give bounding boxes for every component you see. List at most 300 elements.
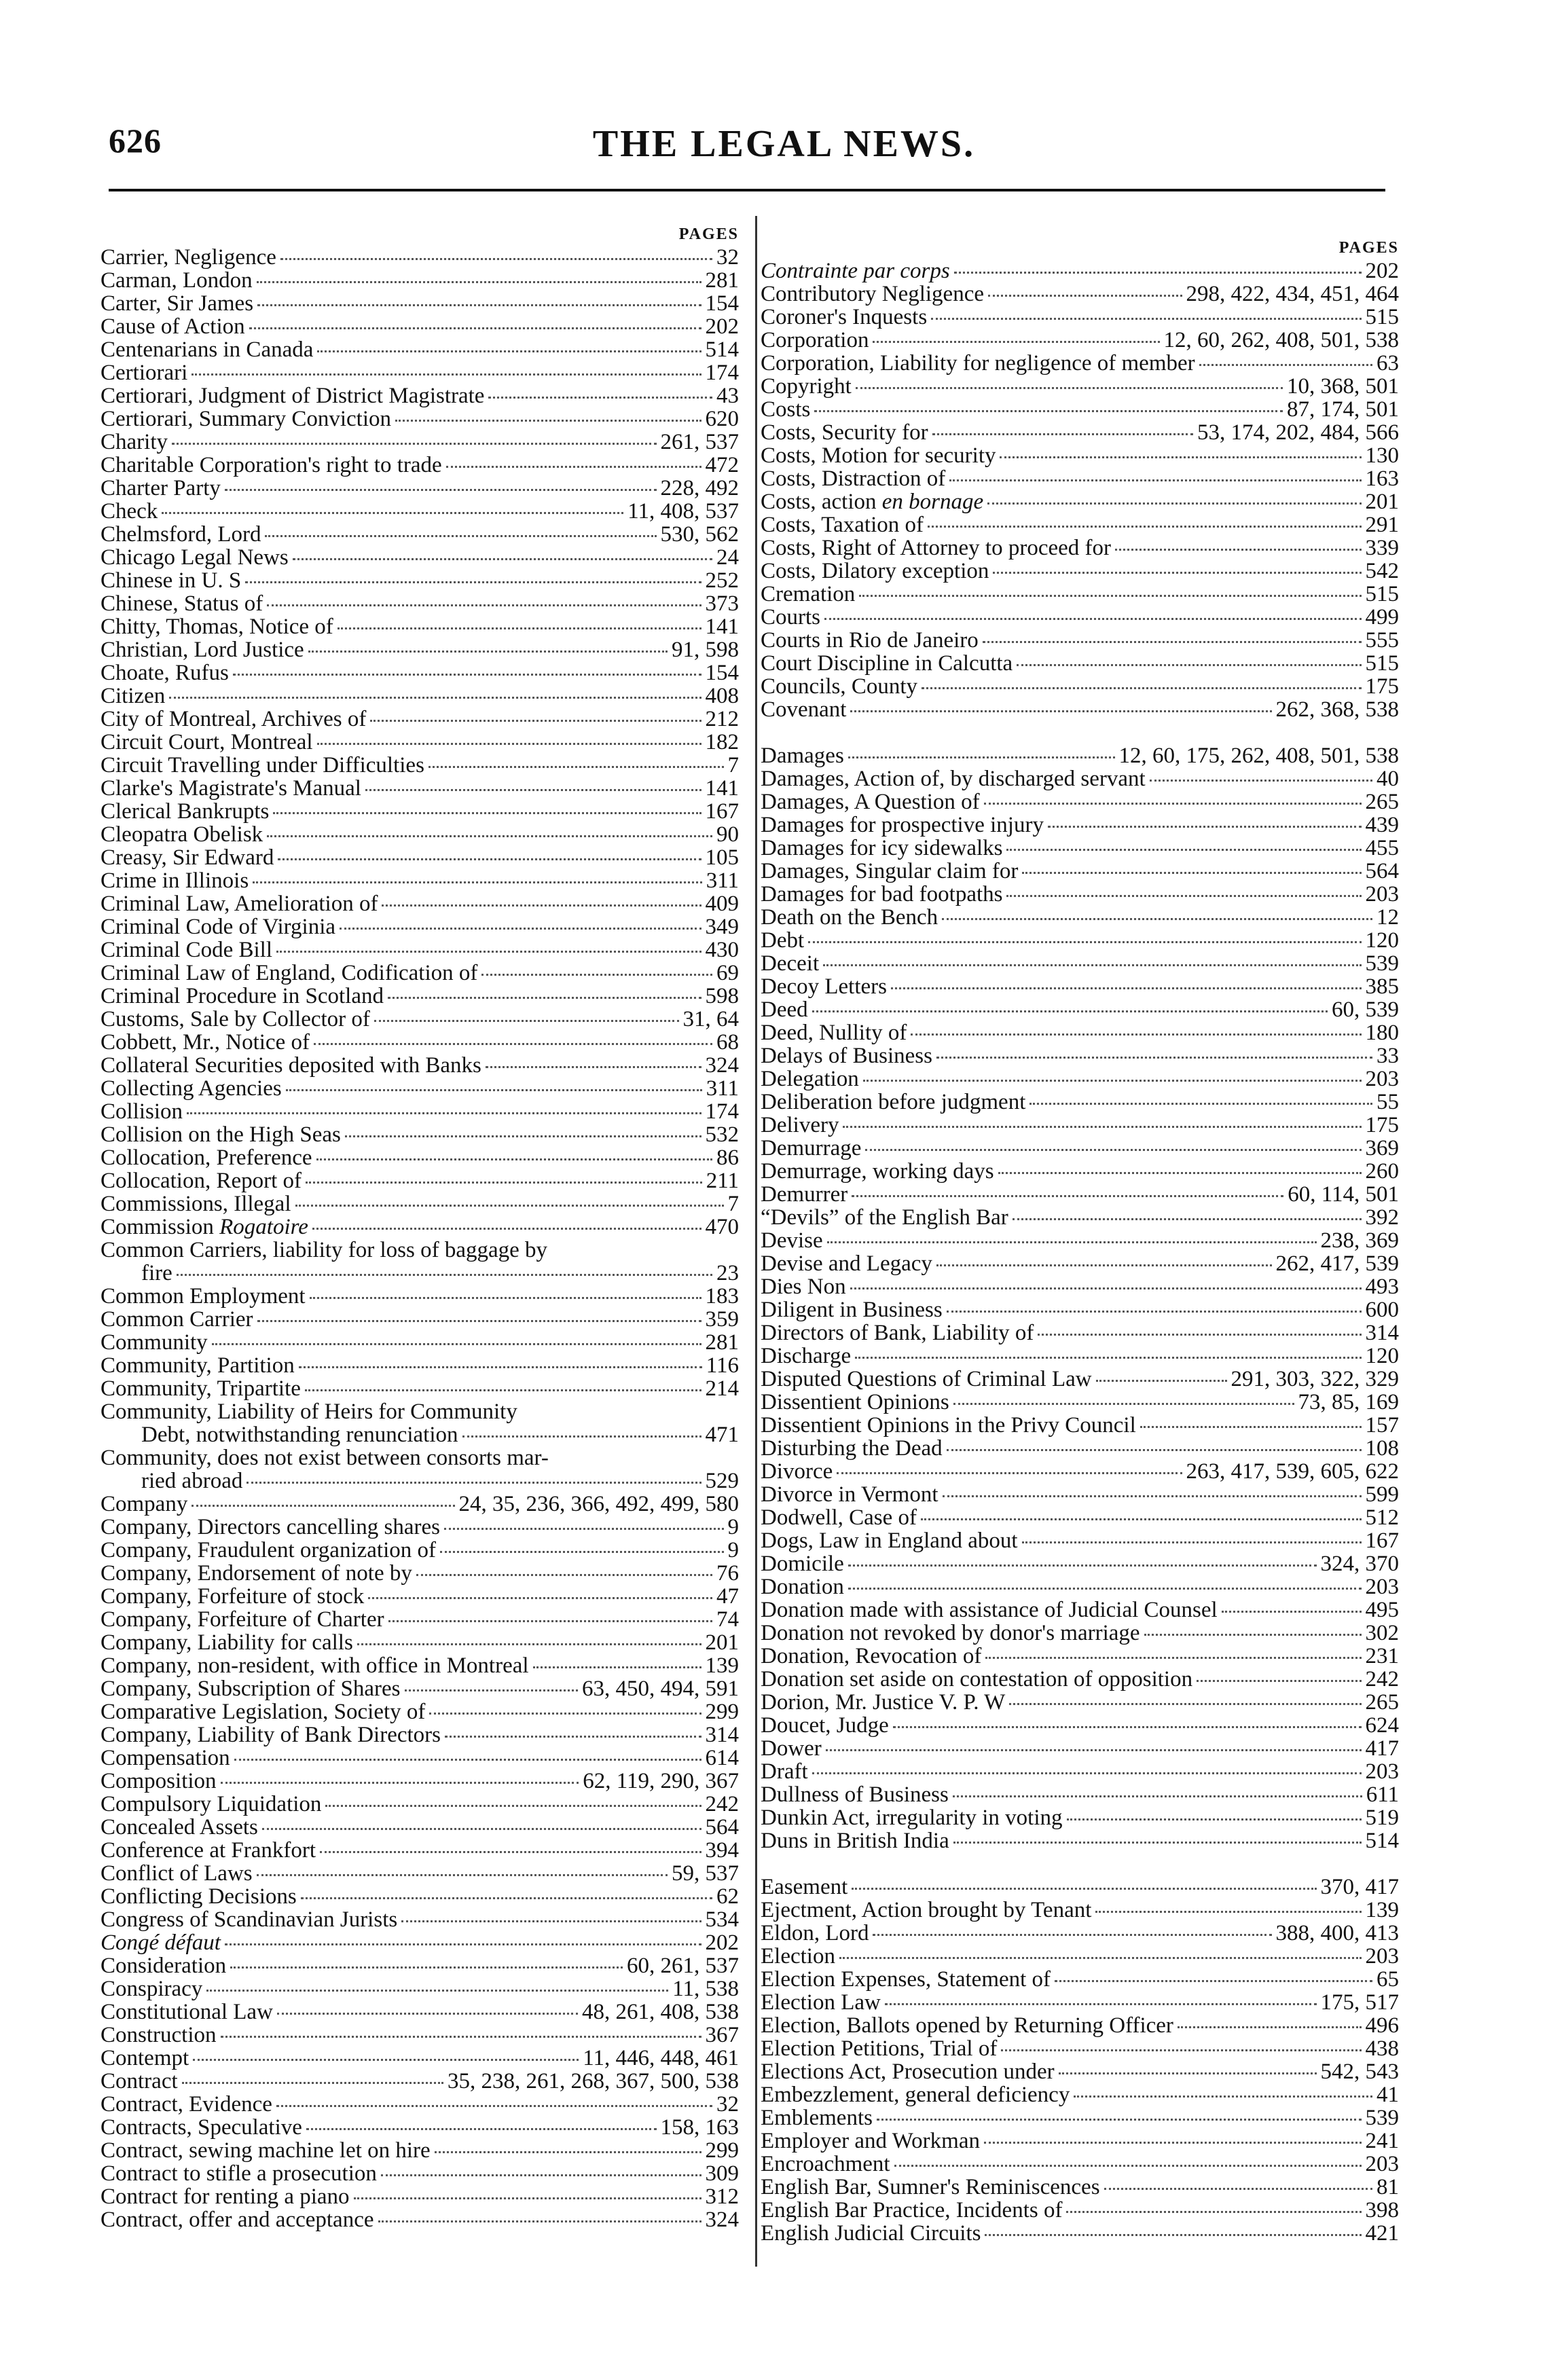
index-term: Dissentient Opinions in the Privy Council bbox=[761, 1413, 1136, 1438]
index-entry bbox=[101, 1654, 739, 1677]
index-entry bbox=[101, 1931, 739, 1954]
dot-leader bbox=[405, 1689, 579, 1691]
page-references: 263, 417, 539, 605, 622 bbox=[1186, 1459, 1399, 1484]
page-references: 33 bbox=[1376, 1044, 1399, 1068]
index-term: Corporation bbox=[761, 328, 869, 352]
page-references: 539 bbox=[1365, 951, 1399, 976]
index-entry bbox=[761, 1321, 1399, 1344]
page-references: 214 bbox=[705, 1376, 739, 1401]
page-references: 512 bbox=[1365, 1505, 1399, 1530]
index-term: Circuit Court, Montreal bbox=[101, 730, 313, 754]
index-term: Dunkin Act, irregularity in voting bbox=[761, 1806, 1063, 1830]
index-entry bbox=[761, 1575, 1399, 1598]
index-term: Damages bbox=[761, 744, 844, 768]
page-references: 499 bbox=[1365, 605, 1399, 629]
index-term: Costs bbox=[761, 397, 811, 422]
dot-leader bbox=[345, 1135, 701, 1137]
page-references: 385 bbox=[1365, 974, 1399, 999]
index-term: Dower bbox=[761, 1736, 822, 1761]
index-term: Contract, offer and acceptance bbox=[101, 2208, 374, 2232]
dot-leader bbox=[826, 1749, 1362, 1751]
page-references: 231 bbox=[1365, 1644, 1399, 1668]
dot-leader bbox=[1066, 2211, 1361, 2213]
index-term: Election, Ballots opened by Returning Officer bbox=[761, 2013, 1173, 2038]
index-entry bbox=[101, 1723, 739, 1746]
page-references: 81 bbox=[1376, 2175, 1399, 2199]
page-references: 120 bbox=[1365, 928, 1399, 953]
index-term: Dodwell, Case of bbox=[761, 1505, 917, 1530]
page-references: 624 bbox=[1365, 1713, 1399, 1738]
index-term: Delays of Business bbox=[761, 1044, 932, 1068]
index-term: Collocation, Report of bbox=[101, 1169, 302, 1193]
index-term: Councils, County bbox=[761, 674, 918, 699]
index-entry bbox=[761, 1160, 1399, 1183]
page-references: 203 bbox=[1365, 1575, 1399, 1599]
index-entry bbox=[101, 1677, 739, 1700]
page-references: 314 bbox=[705, 1723, 739, 1747]
page-references: 620 bbox=[705, 407, 739, 431]
page-references: 35, 238, 261, 268, 367, 500, 538 bbox=[448, 2069, 739, 2093]
index-entry bbox=[101, 1123, 739, 1146]
index-entry bbox=[101, 1816, 739, 1839]
pages-heading: PAGES bbox=[678, 225, 739, 243]
index-entry bbox=[101, 1631, 739, 1654]
dot-leader bbox=[233, 674, 701, 676]
page-references: 238, 369 bbox=[1320, 1228, 1399, 1253]
dot-leader bbox=[262, 1828, 701, 1830]
page-references: 252 bbox=[705, 568, 739, 593]
index-entry bbox=[761, 1391, 1399, 1414]
page-references: 183 bbox=[705, 1284, 739, 1308]
dot-leader bbox=[928, 526, 1362, 528]
page-references: 203 bbox=[1365, 1067, 1399, 1091]
index-term: Charity bbox=[101, 430, 168, 454]
index-entry bbox=[101, 2024, 739, 2047]
index-term: Criminal Procedure in Scotland bbox=[101, 984, 384, 1008]
page-references: 421 bbox=[1365, 2221, 1399, 2246]
dot-leader bbox=[1144, 1634, 1362, 1636]
index-entry bbox=[761, 767, 1399, 790]
dot-leader bbox=[936, 1057, 1372, 1059]
index-entry bbox=[101, 523, 739, 546]
index-entry bbox=[101, 2139, 739, 2162]
index-term: Dissentient Opinions bbox=[761, 1390, 949, 1414]
index-entry bbox=[101, 2093, 739, 2116]
page-references: 496 bbox=[1365, 2013, 1399, 2038]
page-references: 515 bbox=[1365, 305, 1399, 329]
dot-leader bbox=[247, 1482, 701, 1484]
index-term: Cremation bbox=[761, 582, 856, 606]
dot-leader bbox=[306, 1182, 702, 1184]
page-references: 598 bbox=[705, 984, 739, 1008]
dot-leader bbox=[273, 812, 701, 814]
dot-leader bbox=[462, 1435, 701, 1438]
index-entry bbox=[761, 1067, 1399, 1091]
index-term: Damages for icy sidewalks bbox=[761, 836, 1003, 860]
page-references: 324, 370 bbox=[1320, 1552, 1399, 1576]
dot-leader bbox=[265, 535, 656, 537]
index-term: Community bbox=[101, 1330, 208, 1355]
dot-leader bbox=[317, 743, 701, 745]
index-entry bbox=[101, 1031, 739, 1054]
index-term: Doucet, Judge bbox=[761, 1713, 889, 1738]
index-entry bbox=[101, 1516, 739, 1539]
page-references: 392 bbox=[1365, 1205, 1399, 1230]
page-references: 261, 537 bbox=[660, 430, 739, 454]
dot-leader bbox=[839, 1957, 1362, 1959]
index-entry bbox=[101, 1146, 739, 1169]
index-entry bbox=[101, 1331, 739, 1354]
page-references: 24 bbox=[716, 545, 739, 570]
dot-leader bbox=[987, 502, 1361, 505]
dot-leader bbox=[212, 1343, 701, 1345]
dot-leader bbox=[998, 1172, 1362, 1174]
index-term: Deceit bbox=[761, 951, 820, 976]
index-term: Charter Party bbox=[101, 476, 221, 500]
page-references: 299 bbox=[705, 2138, 739, 2163]
page-references: 23 bbox=[716, 1261, 739, 1285]
index-term: Collecting Agencies bbox=[101, 1076, 282, 1101]
dot-leader bbox=[848, 1564, 1317, 1567]
index-term: Clarke's Magistrate's Manual bbox=[101, 776, 361, 801]
dot-leader bbox=[276, 951, 701, 953]
index-term: Coroner's Inquests bbox=[761, 305, 928, 329]
dot-leader bbox=[812, 1772, 1362, 1774]
page-references: 12, 60, 262, 408, 501, 538 bbox=[1163, 328, 1399, 352]
index-entry bbox=[761, 490, 1399, 513]
index-entry bbox=[761, 1114, 1399, 1137]
dot-leader bbox=[368, 1597, 712, 1599]
dot-leader bbox=[429, 1713, 701, 1715]
index-term: Damages, A Question of bbox=[761, 790, 980, 814]
index-term: Cobbett, Mr., Notice of bbox=[101, 1030, 310, 1055]
index-term: Constitutional Law bbox=[101, 2000, 273, 2024]
dot-leader bbox=[1009, 1703, 1361, 1705]
dot-leader bbox=[1006, 895, 1361, 897]
dot-leader bbox=[446, 466, 701, 468]
index-entry bbox=[101, 661, 739, 684]
index-term: Contempt bbox=[101, 2046, 189, 2070]
page-references: 339 bbox=[1365, 536, 1399, 560]
dot-leader bbox=[257, 1874, 668, 1876]
dot-leader bbox=[953, 1842, 1362, 1844]
page-references: 324 bbox=[705, 2208, 739, 2232]
dot-leader bbox=[823, 964, 1361, 966]
dot-leader bbox=[395, 420, 701, 422]
index-entry bbox=[101, 546, 739, 569]
index-term: Collocation, Preference bbox=[101, 1146, 312, 1170]
page-references: 63, 450, 494, 591 bbox=[582, 1677, 739, 1701]
index-entry bbox=[761, 2106, 1399, 2129]
index-entry bbox=[101, 2047, 739, 2070]
dot-leader bbox=[1000, 456, 1361, 458]
index-entry bbox=[761, 1760, 1399, 1783]
index-entry bbox=[761, 352, 1399, 375]
index-column-right bbox=[761, 223, 1399, 2245]
index-entry bbox=[761, 1991, 1399, 2014]
index-term: Citizen bbox=[101, 684, 166, 708]
page-references: 11, 408, 537 bbox=[627, 499, 739, 524]
index-term: Costs, action en bornage bbox=[761, 490, 984, 514]
index-term: Discharge bbox=[761, 1344, 852, 1368]
index-entry bbox=[101, 1908, 739, 1931]
dot-leader bbox=[249, 327, 701, 329]
index-term: Criminal Law of England, Codification of bbox=[101, 961, 478, 985]
page-references: 471 bbox=[705, 1423, 739, 1447]
dot-leader bbox=[827, 1241, 1317, 1243]
page-references: 302 bbox=[1365, 1621, 1399, 1645]
index-entry bbox=[101, 1608, 739, 1631]
dot-leader bbox=[182, 2082, 443, 2084]
index-term: Courts in Rio de Janeiro bbox=[761, 628, 979, 653]
page-references: 139 bbox=[705, 1653, 739, 1678]
index-entry bbox=[101, 1400, 739, 1423]
index-entry bbox=[761, 813, 1399, 837]
index-entry-continuation bbox=[101, 1262, 739, 1285]
index-term: Collision bbox=[101, 1099, 183, 1124]
index-entry bbox=[761, 652, 1399, 675]
page-references: 203 bbox=[1365, 1944, 1399, 1969]
page-references: 91, 598 bbox=[672, 638, 739, 662]
index-term: Collision on the High Seas bbox=[101, 1122, 341, 1147]
page-references: 201 bbox=[705, 1630, 739, 1655]
index-entry bbox=[761, 2037, 1399, 2060]
index-entry bbox=[761, 259, 1399, 282]
index-term: Contracts, Speculative bbox=[101, 2115, 302, 2140]
page-references: 394 bbox=[705, 1838, 739, 1863]
page-references: 59, 537 bbox=[672, 1861, 739, 1886]
page-references: 141 bbox=[705, 776, 739, 801]
page-references: 202 bbox=[1365, 259, 1399, 283]
index-term: Devise bbox=[761, 1228, 823, 1253]
index-term: Employer and Workman bbox=[761, 2129, 980, 2153]
dot-leader bbox=[848, 1588, 1362, 1590]
page-references: 349 bbox=[705, 915, 739, 939]
index-entry bbox=[101, 1008, 739, 1031]
page-references: 311 bbox=[706, 868, 739, 893]
page-references: 11, 538 bbox=[672, 1977, 739, 2001]
page-references: 174 bbox=[705, 1099, 739, 1124]
dot-leader bbox=[444, 1528, 723, 1530]
index-entry bbox=[101, 938, 739, 962]
index-entry bbox=[101, 454, 739, 477]
index-entry bbox=[761, 2176, 1399, 2199]
index-term: Carrier, Negligence bbox=[101, 245, 276, 270]
index-term: Donation, Revocation of bbox=[761, 1644, 982, 1668]
index-entry bbox=[101, 1100, 739, 1123]
index-entry bbox=[101, 384, 739, 407]
page-references: 409 bbox=[705, 892, 739, 916]
page-references: 312 bbox=[705, 2184, 739, 2209]
index-term: Draft bbox=[761, 1759, 808, 1784]
dot-leader bbox=[931, 318, 1361, 320]
index-term: Commission Rogatoire bbox=[101, 1215, 308, 1239]
index-term: Certiorari, Judgment of District Magistrate bbox=[101, 384, 485, 408]
dot-leader bbox=[1150, 780, 1372, 782]
dot-leader bbox=[280, 258, 712, 260]
index-term: Criminal Law, Amelioration of bbox=[101, 892, 378, 916]
index-entry bbox=[761, 1668, 1399, 1691]
page-references: 470 bbox=[705, 1215, 739, 1239]
page-references: 555 bbox=[1365, 628, 1399, 653]
page-references: 60, 114, 501 bbox=[1288, 1182, 1399, 1207]
page-references: 74 bbox=[716, 1607, 739, 1632]
dot-leader bbox=[873, 341, 1159, 343]
index-term: Compensation bbox=[101, 1746, 230, 1770]
dot-leader bbox=[1115, 549, 1361, 551]
index-entry bbox=[761, 1183, 1399, 1206]
index-entry bbox=[761, 675, 1399, 698]
dot-leader bbox=[848, 756, 1115, 758]
journal-title: THE LEGAL NEWS. bbox=[592, 123, 976, 165]
index-term: Contract to stifle a prosecution bbox=[101, 2161, 377, 2186]
index-term: Courts bbox=[761, 605, 821, 629]
dot-leader bbox=[416, 1574, 712, 1576]
dot-leader bbox=[824, 618, 1361, 620]
page-references: 408 bbox=[705, 684, 739, 708]
dot-leader bbox=[852, 1195, 1283, 1197]
index-entry bbox=[101, 1192, 739, 1215]
dot-leader bbox=[1059, 2072, 1317, 2074]
page-references: 455 bbox=[1365, 836, 1399, 860]
dot-leader bbox=[1074, 2095, 1372, 2098]
index-term: Congé défaut bbox=[101, 1930, 221, 1955]
index-entry bbox=[101, 2185, 739, 2208]
dot-leader bbox=[922, 687, 1361, 689]
page-references: 291 bbox=[1365, 513, 1399, 537]
page-references: 116 bbox=[706, 1353, 739, 1378]
index-term: Customs, Sale by Collector of bbox=[101, 1007, 370, 1031]
page-references: 60, 539 bbox=[1332, 998, 1399, 1022]
dot-leader bbox=[1199, 364, 1372, 366]
index-term: Death on the Bench bbox=[761, 905, 938, 930]
index-entry bbox=[101, 1169, 739, 1192]
index-entry bbox=[101, 2070, 739, 2093]
index-term: Company, Forfeiture of Charter bbox=[101, 1607, 384, 1632]
page-references: 599 bbox=[1365, 1482, 1399, 1507]
index-entry bbox=[761, 1829, 1399, 1852]
index-term: Contract, sewing machine let on hire bbox=[101, 2138, 431, 2163]
index-term: Conflict of Laws bbox=[101, 1861, 253, 1886]
dot-leader bbox=[891, 987, 1362, 989]
index-entry bbox=[761, 1714, 1399, 1737]
index-entry bbox=[101, 500, 739, 523]
index-term: Elections Act, Prosecution under bbox=[761, 2060, 1055, 2084]
index-entry bbox=[761, 1021, 1399, 1044]
dot-leader bbox=[301, 1897, 712, 1899]
index-term: Demurrage, working days bbox=[761, 1159, 994, 1184]
index-term: Directors of Bank, Liability of bbox=[761, 1321, 1034, 1345]
page-references: 291, 303, 322, 329 bbox=[1230, 1367, 1399, 1391]
page-references: 203 bbox=[1365, 1759, 1399, 1784]
index-term: Conflicting Decisions bbox=[101, 1884, 297, 1909]
index-term: Contract bbox=[101, 2069, 178, 2093]
index-term: Company, non-resident, with office in Montreal bbox=[101, 1653, 529, 1678]
dot-leader bbox=[381, 2174, 701, 2176]
page-references: 43 bbox=[716, 384, 739, 408]
index-entry bbox=[761, 883, 1399, 906]
page-references: 514 bbox=[1365, 1829, 1399, 1853]
index-term: Divorce bbox=[761, 1459, 833, 1484]
index-entry bbox=[761, 1298, 1399, 1321]
page-references: 262, 417, 539 bbox=[1275, 1251, 1399, 1276]
index-term: Donation set aside on contestation of opposition bbox=[761, 1667, 1193, 1691]
index-term: Embezzlement, general deficiency bbox=[761, 2083, 1070, 2107]
index-term: Carter, Sir James bbox=[101, 291, 254, 316]
page-references: 175, 517 bbox=[1320, 1990, 1399, 2015]
dot-leader bbox=[388, 997, 701, 999]
dot-leader bbox=[234, 1759, 701, 1761]
dot-leader bbox=[245, 581, 701, 583]
index-term: Disturbing the Dead bbox=[761, 1436, 943, 1461]
page-references: 157 bbox=[1365, 1413, 1399, 1438]
index-entry bbox=[101, 1308, 739, 1331]
page-references: 130 bbox=[1365, 443, 1399, 468]
page-references: 324 bbox=[705, 1053, 739, 1078]
index-entry bbox=[101, 477, 739, 500]
dot-leader bbox=[936, 1264, 1272, 1266]
page-references: 495 bbox=[1365, 1598, 1399, 1622]
index-term: Choate, Rufus bbox=[101, 661, 229, 685]
index-term: Demurrer bbox=[761, 1182, 848, 1207]
page-references: 32 bbox=[716, 245, 739, 270]
index-term: Damages for bad footpaths bbox=[761, 882, 1003, 907]
dot-leader bbox=[993, 572, 1361, 574]
index-entry bbox=[761, 583, 1399, 606]
index-entry bbox=[761, 1922, 1399, 1945]
page-references: 530, 562 bbox=[660, 522, 739, 547]
index-entry bbox=[761, 398, 1399, 421]
dot-leader bbox=[357, 1643, 701, 1645]
dot-leader bbox=[378, 2220, 701, 2222]
index-term: Cleopatra Obelisk bbox=[101, 822, 263, 847]
index-entry bbox=[761, 1368, 1399, 1391]
dot-leader bbox=[949, 479, 1361, 481]
dot-leader bbox=[278, 858, 701, 860]
page-references: 564 bbox=[1365, 859, 1399, 883]
dot-leader bbox=[984, 803, 1362, 805]
index-entry bbox=[101, 869, 739, 892]
index-term: Company, Liability for calls bbox=[101, 1630, 353, 1655]
index-term: Chelmsford, Lord bbox=[101, 522, 261, 547]
dot-leader bbox=[1001, 2049, 1361, 2051]
page-references: 87, 174, 501 bbox=[1287, 397, 1399, 422]
index-term: Company, Liability of Bank Directors bbox=[101, 1723, 441, 1747]
index-term: Costs, Dilatory exception bbox=[761, 559, 989, 583]
page-references: 68 bbox=[716, 1030, 739, 1055]
page-references: 298, 422, 434, 451, 464 bbox=[1186, 282, 1399, 306]
index-term: ried abroad bbox=[141, 1469, 243, 1493]
dot-leader bbox=[193, 2059, 579, 2061]
page-references: 7 bbox=[727, 753, 739, 777]
index-term: Charitable Corporation's right to trade bbox=[101, 453, 442, 477]
dot-leader bbox=[305, 1389, 701, 1391]
page-number: 626 bbox=[109, 122, 162, 160]
dot-leader bbox=[1055, 1980, 1372, 1982]
index-entry bbox=[101, 1954, 739, 1977]
index-entry bbox=[101, 1585, 739, 1608]
page-references: 260 bbox=[1365, 1159, 1399, 1184]
index-term: English Judicial Circuits bbox=[761, 2221, 981, 2246]
page-references: 90 bbox=[716, 822, 739, 847]
index-term: Donation bbox=[761, 1575, 844, 1599]
page-references: 86 bbox=[716, 1146, 739, 1170]
page-references: 534 bbox=[705, 1907, 739, 1932]
page-references: 11, 446, 448, 461 bbox=[583, 2046, 739, 2070]
page-references: 242 bbox=[1365, 1667, 1399, 1691]
index-term: Christian, Lord Justice bbox=[101, 638, 304, 662]
index-entry bbox=[761, 790, 1399, 813]
